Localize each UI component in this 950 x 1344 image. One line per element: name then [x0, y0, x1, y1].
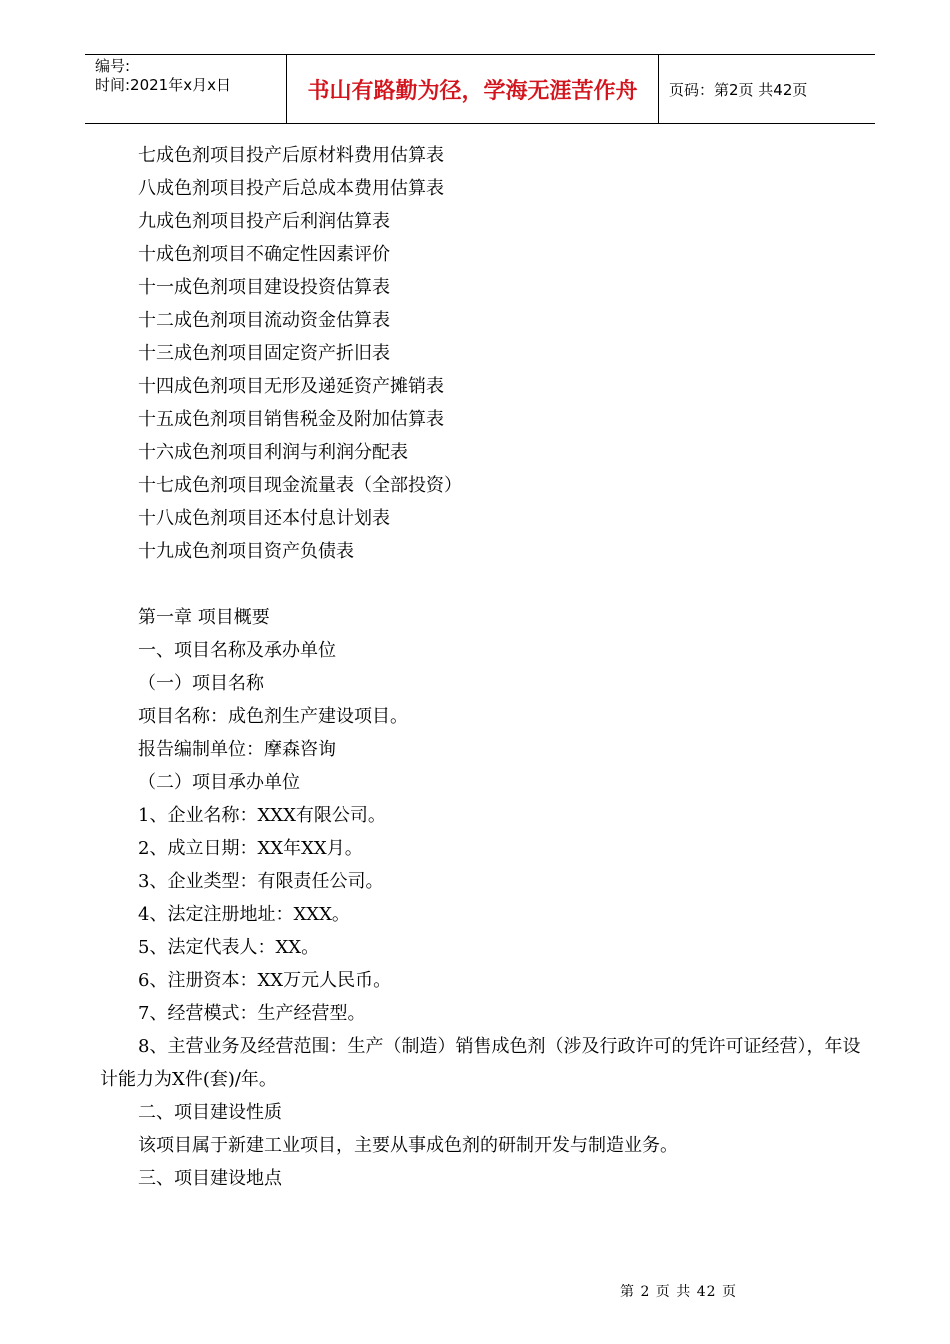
page-header: [85, 54, 875, 124]
list-item: 6、注册资本：XX万元人民币。: [138, 970, 392, 991]
toc-item: 十六成色剂项目利润与利润分配表: [138, 442, 408, 463]
toc-item: 十八成色剂项目还本付息计划表: [138, 508, 390, 529]
section-heading: 三、项目建设地点: [138, 1168, 282, 1189]
toc-item: 十成色剂项目不确定性因素评价: [138, 244, 390, 265]
toc-item: 十三成色剂项目固定资产折旧表: [138, 343, 390, 364]
spacer: [100, 568, 880, 601]
toc-item: 十二成色剂项目流动资金估算表: [138, 310, 390, 331]
header-page-info: 页码：第2页 共42页: [669, 80, 808, 99]
list-item: 1、企业名称：XXX有限公司。: [138, 805, 386, 826]
report-unit-text: 报告编制单位：摩森咨询: [138, 739, 336, 760]
toc-item: 十五成色剂项目销售税金及附加估算表: [138, 409, 444, 430]
toc-item: 十九成色剂项目资产负债表: [138, 541, 354, 562]
header-motto-cell: [286, 55, 659, 123]
toc-item: 七成色剂项目投产后原材料费用估算表: [138, 145, 444, 166]
list-item: 2、成立日期：XX年XX月。: [138, 838, 363, 859]
subsection-heading: （二）项目承办单位: [138, 772, 300, 793]
toc-item: 八成色剂项目投产后总成本费用估算表: [138, 178, 444, 199]
table-of-contents: [100, 139, 880, 568]
toc-item: 十七成色剂项目现金流量表（全部投资）: [138, 475, 462, 496]
project-name-text: 项目名称：成色剂生产建设项目。: [138, 706, 408, 727]
business-scope-paragraph: 8、主营业务及经营范围：生产（制造）销售成色剂（涉及行政许可的凭许可证经营），年设计能力为X件(套)/年。: [100, 1036, 861, 1090]
construction-nature-text: 该项目属于新建工业项目，主要从事成色剂的研制开发与制造业务。: [138, 1135, 678, 1156]
subsection-heading: （一）项目名称: [138, 673, 264, 694]
header-motto: 书山有路勤为径，学海无涯苦作舟: [307, 78, 638, 104]
toc-item: 九成色剂项目投产后利润估算表: [138, 211, 390, 232]
list-item: 4、法定注册地址：XXX。: [138, 904, 350, 925]
list-item: 5、法定代表人：XX。: [138, 937, 320, 958]
header-meta: [85, 55, 286, 123]
chapter-title: 第一章 项目概要: [138, 607, 270, 628]
document-body: [100, 139, 880, 1195]
toc-item: 十一成色剂项目建设投资估算表: [138, 277, 390, 298]
section-heading: 一、项目名称及承办单位: [138, 640, 336, 661]
list-item: 7、经营模式：生产经营型。: [138, 1003, 366, 1024]
section-heading: 二、项目建设性质: [138, 1102, 282, 1123]
page-footer: 第 2 页 共 42 页: [620, 1284, 737, 1300]
toc-item: 十四成色剂项目无形及递延资产摊销表: [138, 376, 444, 397]
document-number-label: 编号:: [95, 57, 131, 75]
document-time-label: 时间:2021年x月x日: [95, 76, 231, 94]
list-item: 3、企业类型：有限责任公司。: [138, 871, 384, 892]
